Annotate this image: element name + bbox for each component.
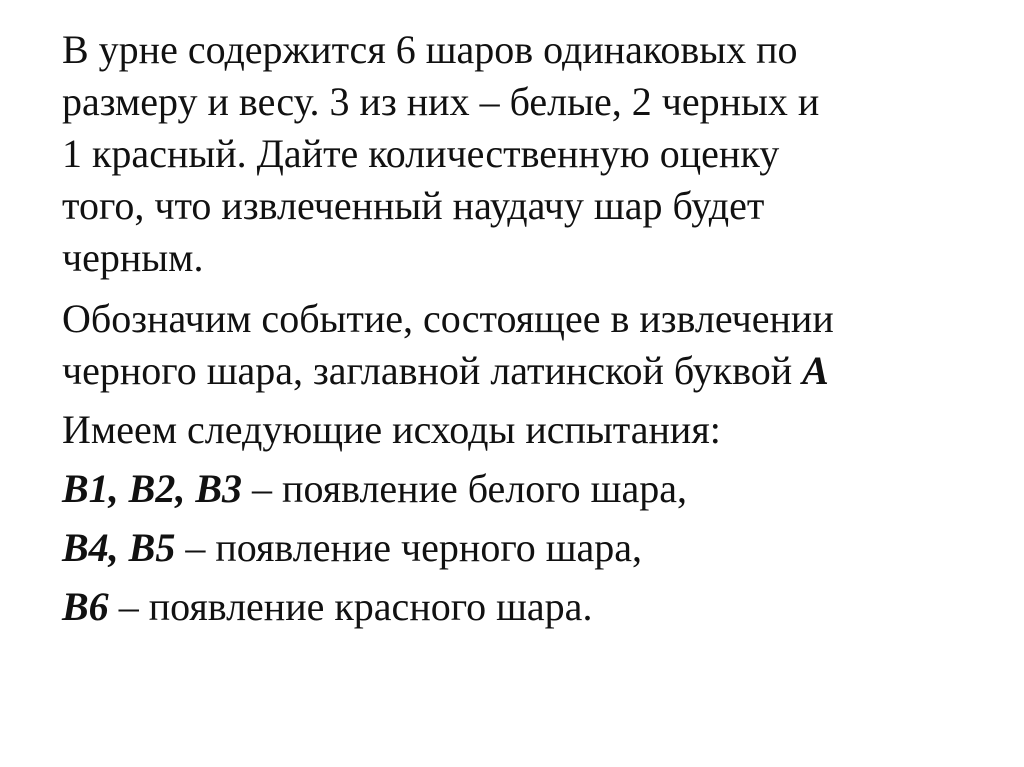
outcome-labels: В6 [62,584,109,629]
slide-content [62,24,962,640]
outcome-text: – появление черного шара, [175,525,643,570]
problem-statement [62,24,962,284]
outcome-white [62,463,962,515]
problem-line-3: 1 красный. Дайте количественную оценку [62,131,780,176]
event-line-2: черного шара, заглавной латинской буквой [62,348,803,393]
outcome-text: – появление белого шара, [242,466,687,511]
problem-line-5: черным. [62,235,204,280]
problem-line-4: того, что извлеченный наудачу шар будет [62,183,765,228]
outcome-text: – появление красного шара. [108,584,593,629]
event-line-1: Обозначим событие, состоящее в извлечении [62,296,834,341]
outcome-black [62,522,962,574]
outcome-labels: В1, В2, В3 [62,466,243,511]
outcome-labels: В4, В5 [62,525,176,570]
outcome-red [62,581,962,633]
outcomes-intro [62,404,962,456]
outcomes-intro-text: Имеем следующие исходы испытания: [62,407,721,452]
problem-line-1: В урне содержится 6 шаров одинаковых по [62,27,798,72]
event-definition [62,293,962,397]
problem-line-2: размеру и весу. 3 из них – белые, 2 черных и [62,79,820,124]
event-letter: А [802,348,829,393]
